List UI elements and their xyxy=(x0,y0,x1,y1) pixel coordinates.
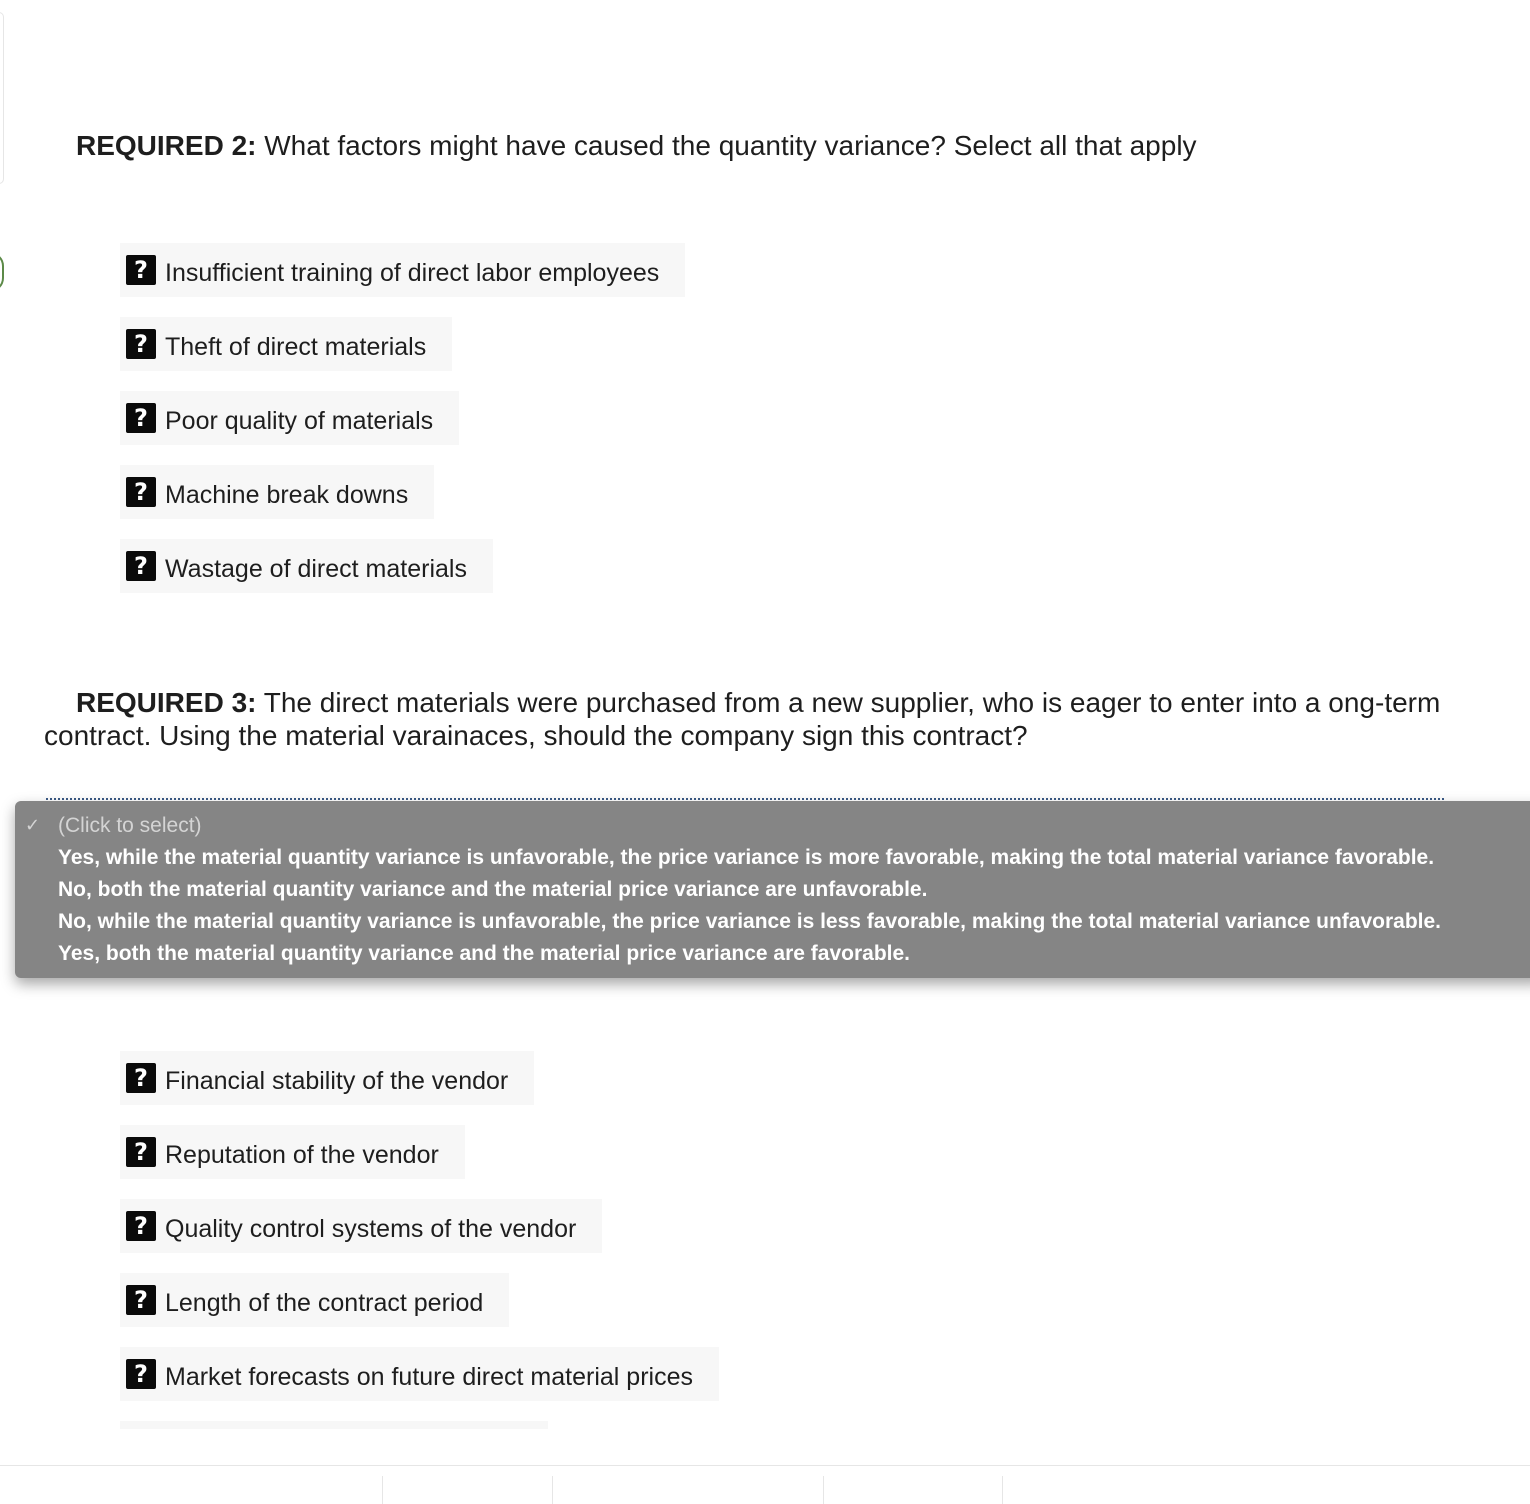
option-insufficient-training[interactable] xyxy=(120,243,685,297)
required-3-question xyxy=(44,686,1444,752)
help-icon[interactable]: ? xyxy=(126,477,156,507)
dropdown-option-4[interactable] xyxy=(15,938,1530,970)
option-label: Insufficient training of direct labor employees xyxy=(165,259,660,287)
option-label: Quality control systems of the vendor xyxy=(165,1215,577,1243)
option-label: Machine break downs xyxy=(165,481,409,509)
option-market-forecasts[interactable] xyxy=(120,1347,719,1401)
option-label: Poor quality of materials xyxy=(165,407,434,435)
option-label: Reputation of the vendor xyxy=(165,1141,439,1169)
dropdown-option-label: No, while the material quantity variance is unfavorable, the price variance is less favorable, making the total material variance unfavorable. xyxy=(58,910,1442,933)
footer-divider xyxy=(552,1476,553,1504)
help-icon[interactable]: ? xyxy=(126,1211,156,1241)
option-partially-visible[interactable] xyxy=(120,1421,548,1429)
dropdown-option-label: Yes, both the material quantity variance and the material price variance are favorable. xyxy=(58,942,911,965)
help-icon[interactable]: ? xyxy=(126,1063,156,1093)
option-financial-stability[interactable] xyxy=(120,1051,534,1105)
option-label: Wastage of direct materials xyxy=(165,555,467,583)
dropdown-option-label: (Click to select) xyxy=(58,814,202,837)
dropdown-option-1[interactable] xyxy=(15,842,1530,874)
help-icon[interactable]: ? xyxy=(126,1359,156,1389)
answer-dropdown-menu[interactable] xyxy=(15,801,1530,978)
required-4-options xyxy=(120,1051,719,1429)
dropdown-field-underline[interactable] xyxy=(46,798,1444,800)
footer-divider xyxy=(382,1476,383,1504)
required-2-label: REQUIRED 2: xyxy=(76,130,257,161)
option-poor-quality[interactable] xyxy=(120,391,459,445)
option-contract-length[interactable] xyxy=(120,1273,509,1327)
required-3-text: The direct materials were purchased from a new supplier, who is eager to enter into a ong-term contract. Using the material varainaces, should the company sign this contract? xyxy=(44,687,1441,751)
option-label: Market forecasts on future direct material prices xyxy=(165,1363,693,1391)
help-icon[interactable]: ? xyxy=(126,1137,156,1167)
required-2-question xyxy=(76,129,1496,162)
option-machine-break-downs[interactable] xyxy=(120,465,434,519)
dropdown-option-label: No, both the material quantity variance and the material price variance are unfavorable. xyxy=(58,878,928,901)
footer-divider xyxy=(1002,1476,1003,1504)
help-icon[interactable]: ? xyxy=(126,551,156,581)
help-icon[interactable]: ? xyxy=(126,255,156,285)
left-panel-edge xyxy=(0,12,4,184)
dropdown-option-placeholder[interactable] xyxy=(15,810,1530,842)
dropdown-option-label: Yes, while the material quantity variance is unfavorable, the price variance is more favorable, making the total material variance favorable. xyxy=(58,846,1435,869)
option-label: Length of the contract period xyxy=(165,1289,484,1317)
footer-toolbar xyxy=(0,1465,1530,1504)
option-quality-control[interactable] xyxy=(120,1199,602,1253)
option-vendor-reputation[interactable] xyxy=(120,1125,465,1179)
required-3-label: REQUIRED 3: xyxy=(76,687,257,718)
required-2-text: What factors might have caused the quantity variance? Select all that apply xyxy=(256,130,1197,161)
left-edge-indicator xyxy=(0,252,4,292)
footer-divider xyxy=(823,1476,824,1504)
help-icon[interactable]: ? xyxy=(126,329,156,359)
dropdown-option-2[interactable] xyxy=(15,874,1530,906)
dropdown-option-3[interactable] xyxy=(15,906,1530,938)
option-label: Financial stability of the vendor xyxy=(165,1067,509,1095)
help-icon[interactable]: ? xyxy=(126,1285,156,1315)
check-icon: ✓ xyxy=(25,815,41,836)
option-label: Theft of direct materials xyxy=(165,333,427,361)
option-theft-of-materials[interactable] xyxy=(120,317,452,371)
required-2-options xyxy=(120,243,685,613)
option-wastage[interactable] xyxy=(120,539,493,593)
help-icon[interactable]: ? xyxy=(126,403,156,433)
